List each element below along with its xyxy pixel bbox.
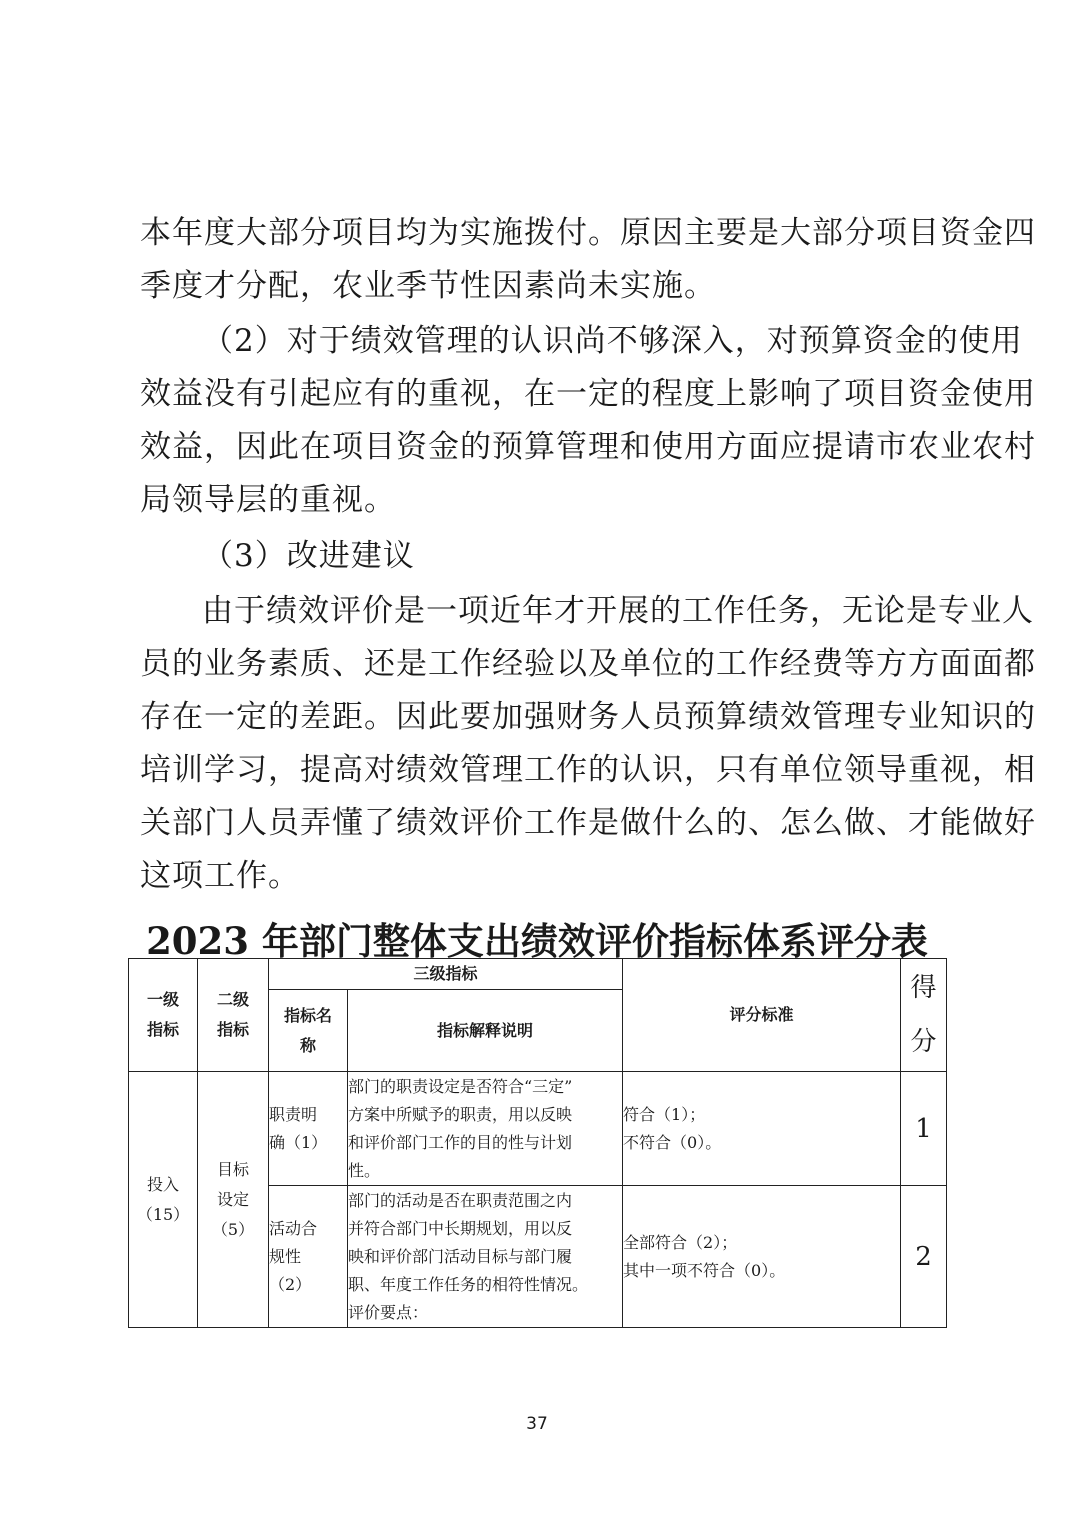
paragraph-4: [140, 585, 1036, 903]
score-cell: 2: [901, 1186, 947, 1328]
text-line: 季度才分配，农业季节性因素尚未实施。: [140, 268, 716, 304]
indicator-name-cell: [269, 1186, 348, 1328]
header-text: 指标: [146, 1020, 179, 1039]
cell-text: 职责明: [269, 1104, 318, 1124]
cell-text: 规性: [269, 1246, 302, 1266]
cell-text: 全部符合（2）；: [623, 1232, 738, 1252]
table-row: [129, 1072, 947, 1186]
indicator-name-cell: [269, 1072, 348, 1186]
cell-text: 不符合（0）。: [623, 1132, 722, 1152]
criteria-cell: [623, 1072, 901, 1186]
header-text: 得: [910, 973, 937, 1003]
header-indicator-name: [269, 990, 348, 1072]
text-line: 效益没有引起应有的重视，在一定的程度上影响了项目资金使用: [140, 376, 1036, 412]
header-level3: 三级指标: [269, 959, 623, 990]
cell-text: 方案中所赋予的职责，用以反映: [348, 1104, 573, 1124]
text-line: 培训学习，提高对绩效管理工作的认识，只有单位领导重视，相: [140, 752, 1036, 788]
cell-text: 活动合: [269, 1218, 318, 1238]
text-line: 员的业务素质、还是工作经验以及单位的工作经费等方方面面都: [140, 646, 1036, 682]
cell-text: 部门的活动是否在职责范围之内: [348, 1190, 573, 1210]
header-score: [901, 959, 947, 1072]
cell-text: 部门的职责设定是否符合“三定”: [348, 1076, 573, 1096]
header-text: 称: [299, 1035, 316, 1055]
paragraph-1: [140, 207, 1036, 313]
text-line: 这项工作。: [140, 858, 300, 894]
text-line: 效益，因此在项目资金的预算管理和使用方面应提请市农业农村: [140, 429, 1036, 465]
cell-text: 投入: [146, 1174, 179, 1194]
cell-text: 符合（1）；: [623, 1104, 706, 1124]
header-text: 指标: [216, 1020, 249, 1039]
table-title: 2023 年部门整体支出绩效评价指标体系评分表: [146, 919, 928, 963]
cell-text: （15）: [136, 1204, 190, 1224]
cell-text: 并符合部门中长期规划，用以反: [348, 1218, 573, 1238]
paragraph-3: [140, 530, 940, 583]
header-text: 二级: [216, 990, 249, 1009]
cell-text: 职、年度工作任务的相符性情况。: [348, 1274, 589, 1294]
cell-text: 确（1）: [269, 1132, 328, 1152]
header-text: 分: [910, 1027, 937, 1057]
cell-text: 其中一项不符合（0）。: [623, 1260, 786, 1280]
header-text: 一级: [146, 990, 179, 1009]
score-cell: 1: [901, 1072, 947, 1186]
page-number: 37: [526, 1414, 548, 1434]
cell-text: 目标: [216, 1159, 249, 1179]
header-level2: [198, 959, 269, 1072]
criteria-cell: [623, 1186, 901, 1328]
text-line: 存在一定的差距。因此要加强财务人员预算绩效管理专业知识的: [140, 699, 1036, 735]
score-table: [128, 958, 947, 1328]
cell-text: 设定: [216, 1189, 249, 1209]
level2-cell: [198, 1072, 269, 1328]
level1-cell: [129, 1072, 198, 1328]
header-level1: [129, 959, 198, 1072]
cell-text: （5）: [211, 1219, 255, 1239]
cell-text: 性。: [348, 1160, 381, 1180]
text-line: （2）对于绩效管理的认识尚不够深入，对预算资金的使用: [202, 323, 1023, 359]
cell-text: （2）: [269, 1274, 312, 1294]
text-line: 本年度大部分项目均为实施拨付。原因主要是大部分项目资金四: [140, 215, 1036, 251]
text-line: （3）改进建议: [202, 538, 415, 574]
cell-text: 评价要点：: [348, 1302, 429, 1322]
header-text: 指标名: [283, 1005, 332, 1025]
header-criteria: 评分标准: [623, 959, 901, 1072]
indicator-desc-cell: [348, 1186, 623, 1328]
cell-text: 和评价部门工作的目的性与计划: [348, 1132, 573, 1152]
text-line: 由于绩效评价是一项近年才开展的工作任务，无论是专业人: [202, 593, 1034, 629]
cell-text: 映和评价部门活动目标与部门履: [348, 1246, 573, 1266]
paragraph-2: [140, 315, 1036, 527]
header-indicator-desc: 指标解释说明: [348, 990, 623, 1072]
text-line: 局领导层的重视。: [140, 482, 396, 518]
text-line: 关部门人员弄懂了绩效评价工作是做什么的、怎么做、才能做好: [140, 805, 1036, 841]
indicator-desc-cell: [348, 1072, 623, 1186]
